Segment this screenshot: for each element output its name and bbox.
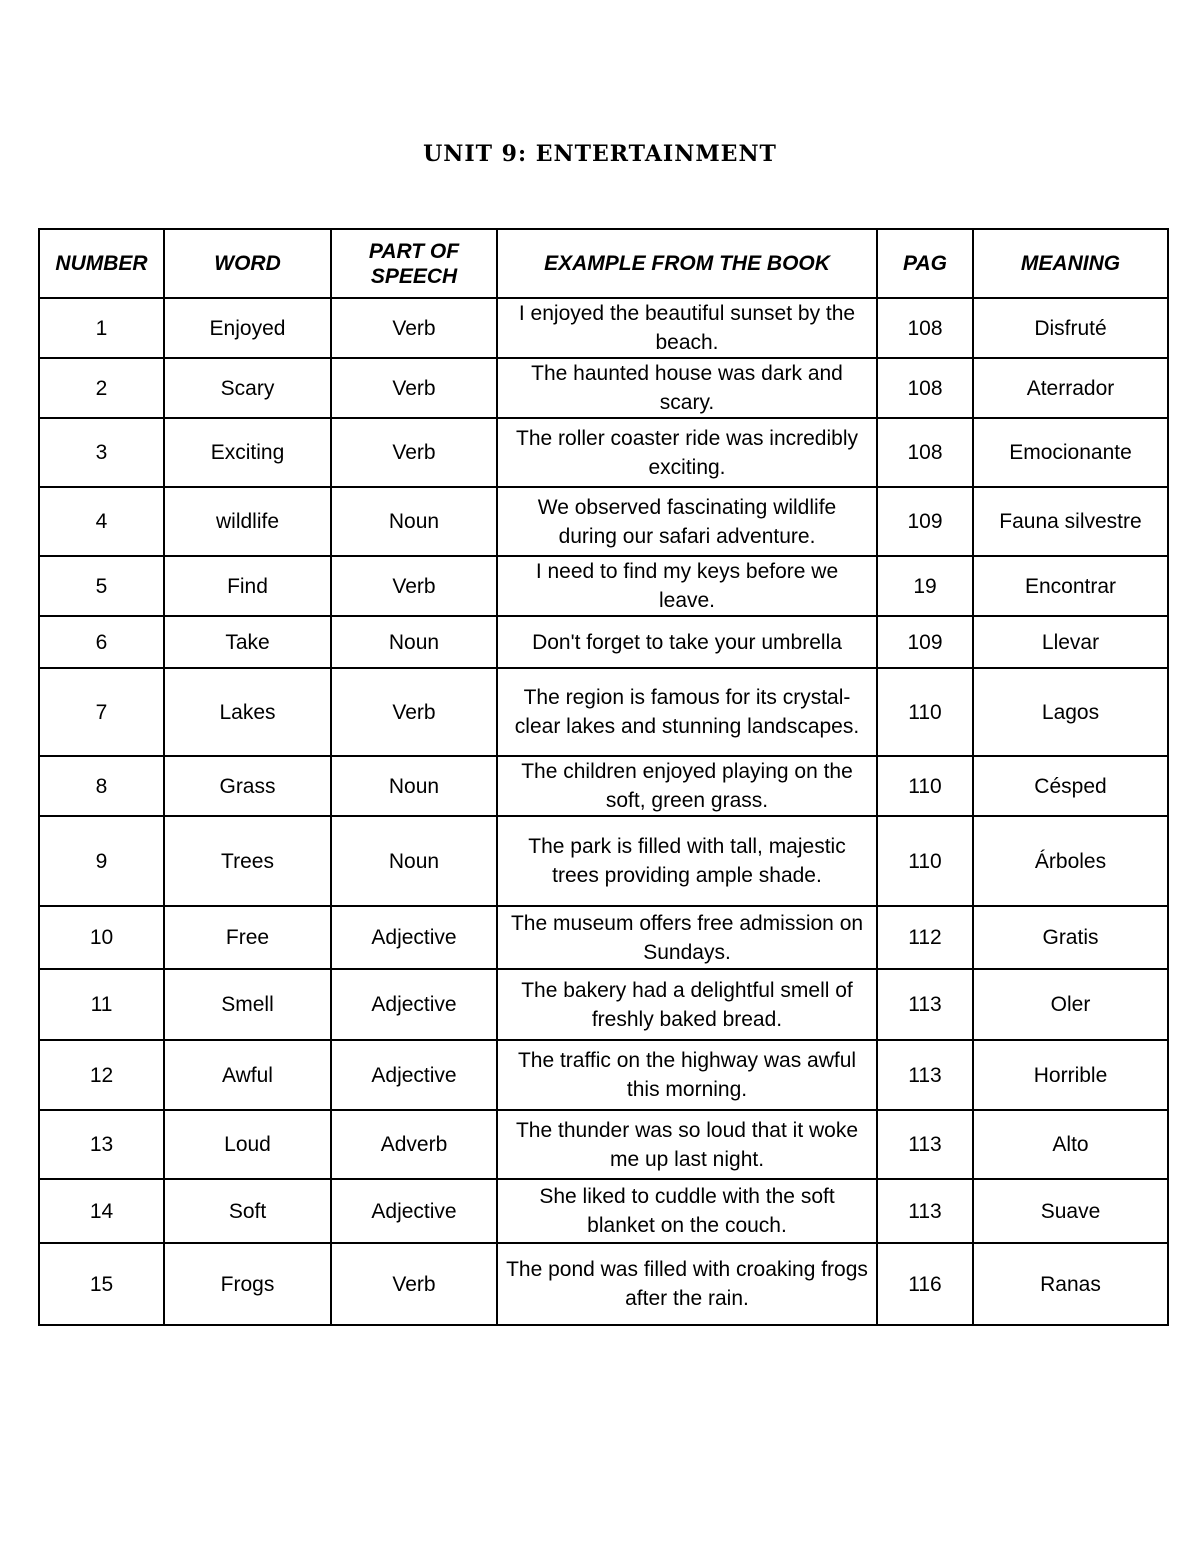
table-row [39,1110,1168,1179]
table-row [39,1040,1168,1110]
cell-meaning: Ranas [973,1243,1168,1325]
cell-part-of-speech: Noun [331,816,497,906]
cell-number: 5 [39,556,164,616]
cell-example: The thunder was so loud that it woke me up last night. [497,1110,877,1179]
cell-meaning: Lagos [973,668,1168,756]
cell-number: 13 [39,1110,164,1179]
cell-example: The region is famous for its crystal-clear lakes and stunning landscapes. [497,668,877,756]
cell-pag: 113 [877,1179,973,1243]
cell-word: Take [164,616,331,668]
cell-meaning: Fauna silvestre [973,487,1168,556]
cell-word: Free [164,906,331,969]
cell-example: The pond was filled with croaking frogs after the rain. [497,1243,877,1325]
table-row [39,756,1168,816]
table-row [39,418,1168,487]
cell-number: 8 [39,756,164,816]
cell-part-of-speech: Verb [331,556,497,616]
header-part-of-speech: PART OF SPEECH [331,229,497,298]
cell-part-of-speech: Adjective [331,1040,497,1110]
cell-part-of-speech: Verb [331,358,497,418]
cell-example: I enjoyed the beautiful sunset by the beach. [497,298,877,358]
cell-pag: 113 [877,1110,973,1179]
cell-meaning: Oler [973,969,1168,1040]
cell-word: Frogs [164,1243,331,1325]
cell-pag: 116 [877,1243,973,1325]
table-row [39,1243,1168,1325]
cell-example: The roller coaster ride was incredibly exciting. [497,418,877,487]
table-row [39,358,1168,418]
cell-part-of-speech: Adjective [331,1179,497,1243]
cell-pag: 19 [877,556,973,616]
cell-pag: 108 [877,418,973,487]
table-row [39,298,1168,358]
table-row [39,616,1168,668]
cell-meaning: Césped [973,756,1168,816]
cell-example: The traffic on the highway was awful this morning. [497,1040,877,1110]
cell-word: Smell [164,969,331,1040]
cell-meaning: Gratis [973,906,1168,969]
cell-word: Enjoyed [164,298,331,358]
cell-example: I need to find my keys before we leave. [497,556,877,616]
cell-meaning: Disfruté [973,298,1168,358]
cell-number: 12 [39,1040,164,1110]
table-row [39,487,1168,556]
cell-pag: 110 [877,816,973,906]
cell-word: wildlife [164,487,331,556]
cell-meaning: Emocionante [973,418,1168,487]
table-row [39,556,1168,616]
cell-example: She liked to cuddle with the soft blanket on the couch. [497,1179,877,1243]
vocabulary-table [38,228,1169,1326]
cell-part-of-speech: Verb [331,418,497,487]
cell-example: Don't forget to take your umbrella [497,616,877,668]
header-pag: PAG [877,229,973,298]
cell-part-of-speech: Verb [331,668,497,756]
cell-word: Exciting [164,418,331,487]
cell-meaning: Suave [973,1179,1168,1243]
cell-part-of-speech: Adjective [331,969,497,1040]
cell-pag: 113 [877,1040,973,1110]
cell-part-of-speech: Noun [331,756,497,816]
cell-word: Awful [164,1040,331,1110]
table-header-row [39,229,1168,298]
cell-word: Soft [164,1179,331,1243]
table-row [39,1179,1168,1243]
cell-example: The park is filled with tall, majestic trees providing ample shade. [497,816,877,906]
cell-number: 4 [39,487,164,556]
cell-word: Grass [164,756,331,816]
cell-part-of-speech: Verb [331,298,497,358]
cell-example: We observed fascinating wildlife during our safari adventure. [497,487,877,556]
cell-number: 1 [39,298,164,358]
table-row [39,906,1168,969]
cell-meaning: Árboles [973,816,1168,906]
cell-part-of-speech: Adverb [331,1110,497,1179]
cell-pag: 109 [877,616,973,668]
cell-word: Trees [164,816,331,906]
cell-word: Loud [164,1110,331,1179]
cell-part-of-speech: Noun [331,487,497,556]
cell-number: 11 [39,969,164,1040]
header-number: NUMBER [39,229,164,298]
cell-part-of-speech: Noun [331,616,497,668]
cell-example: The museum offers free admission on Sundays. [497,906,877,969]
cell-pag: 110 [877,668,973,756]
cell-meaning: Aterrador [973,358,1168,418]
cell-example: The haunted house was dark and scary. [497,358,877,418]
table-row [39,668,1168,756]
cell-example: The children enjoyed playing on the soft, green grass. [497,756,877,816]
cell-pag: 108 [877,358,973,418]
cell-number: 14 [39,1179,164,1243]
cell-word: Scary [164,358,331,418]
cell-number: 2 [39,358,164,418]
cell-word: Lakes [164,668,331,756]
cell-pag: 108 [877,298,973,358]
table-row [39,969,1168,1040]
cell-number: 3 [39,418,164,487]
cell-meaning: Llevar [973,616,1168,668]
header-meaning: MEANING [973,229,1168,298]
cell-number: 15 [39,1243,164,1325]
cell-word: Find [164,556,331,616]
cell-pag: 110 [877,756,973,816]
cell-number: 6 [39,616,164,668]
cell-pag: 112 [877,906,973,969]
cell-meaning: Alto [973,1110,1168,1179]
cell-meaning: Encontrar [973,556,1168,616]
header-word: WORD [164,229,331,298]
cell-number: 7 [39,668,164,756]
page-title: UNIT 9: ENTERTAINMENT [423,141,777,167]
header-example: EXAMPLE FROM THE BOOK [497,229,877,298]
cell-example: The bakery had a delightful smell of freshly baked bread. [497,969,877,1040]
table-row [39,816,1168,906]
cell-part-of-speech: Verb [331,1243,497,1325]
cell-meaning: Horrible [973,1040,1168,1110]
cell-part-of-speech: Adjective [331,906,497,969]
cell-number: 10 [39,906,164,969]
cell-pag: 113 [877,969,973,1040]
cell-number: 9 [39,816,164,906]
cell-pag: 109 [877,487,973,556]
